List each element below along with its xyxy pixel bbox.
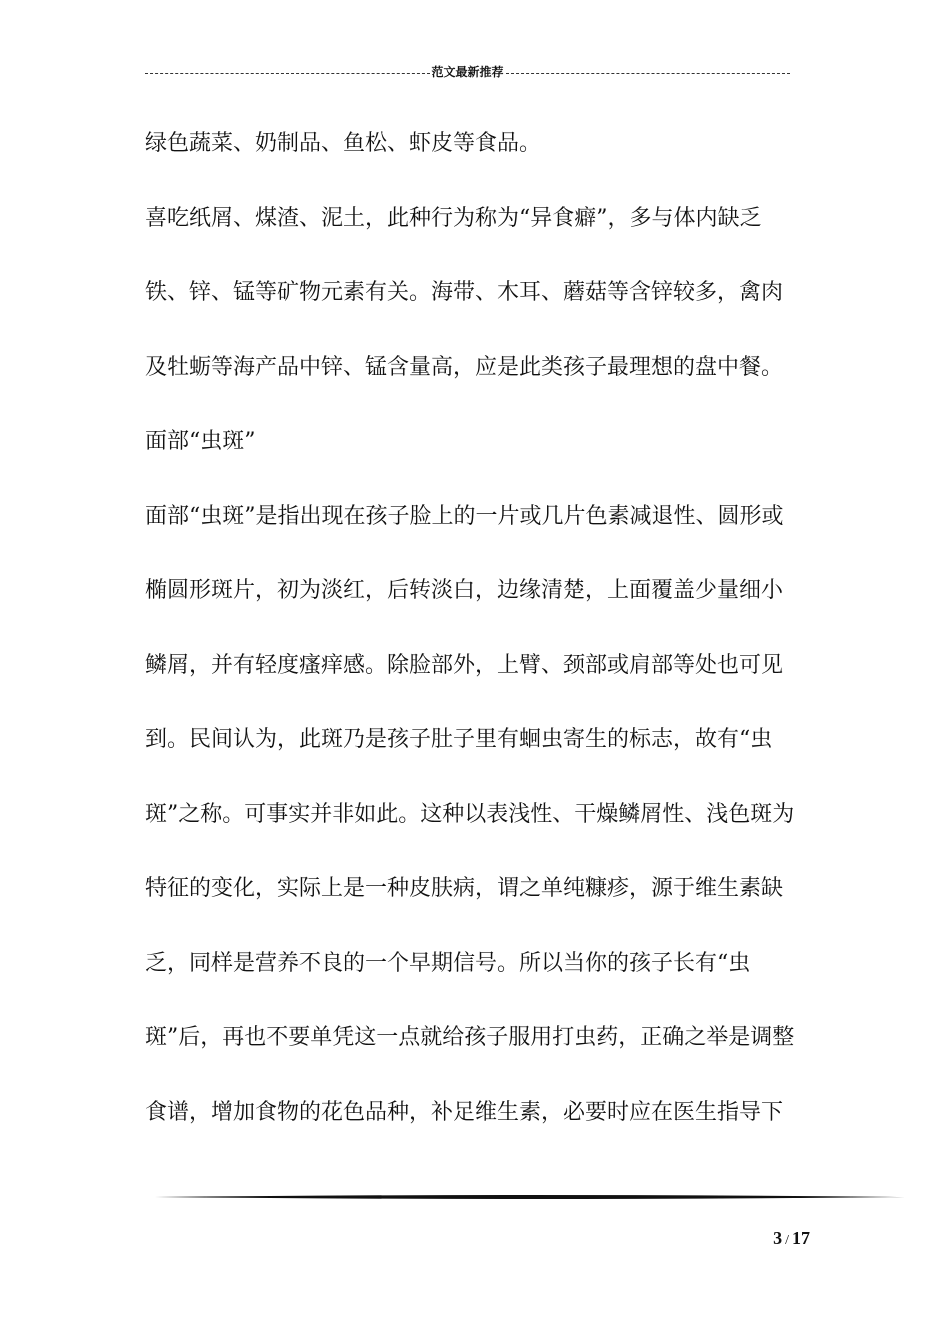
text-line: 到。民间认为，此斑乃是孩子肚子里有蛔虫寄生的标志，故有“虫	[145, 727, 773, 752]
header-title: 范文最新推荐	[431, 65, 504, 79]
text-line: 食谱，增加食物的花色品种，补足维生素，必要时应在医生指导下	[145, 1099, 784, 1125]
text-line: 乏，同样是营养不良的一个早期信号。所以当你的孩子长有“虫	[145, 950, 751, 976]
header-dash-right	[506, 73, 791, 74]
text-line: 绿色蔬菜、奶制品、鱼松、虾皮等食品。	[145, 131, 542, 156]
footer-divider	[155, 1192, 905, 1202]
page-separator: /	[785, 1233, 789, 1248]
page-number	[700, 1228, 810, 1249]
text-line: 椭圆形斑片，初为淡红，后转淡白，边缘清楚，上面覆盖少量细小	[145, 578, 784, 603]
document-body	[145, 124, 810, 1167]
text-line: 喜吃纸屑、煤渣、泥土，此种行为称为“异食癖”，多与体内缺乏	[145, 205, 762, 231]
header-dash-left	[145, 73, 430, 74]
text-line: 斑”后，再也不要单凭这一点就给孩子服用打虫药，正确之举是调整	[145, 1025, 795, 1050]
text-line: 斑”之称。可事实并非如此。这种以表浅性、干燥鳞屑性、浅色斑为	[145, 801, 795, 827]
page-total: 17	[792, 1228, 810, 1248]
text-line: 特征的变化，实际上是一种皮肤病，谓之单纯糠疹，源于维生素缺	[145, 876, 784, 901]
text-line: 铁、锌、锰等矿物元素有关。海带、木耳、蘑菇等含锌较多，禽肉	[145, 280, 784, 305]
text-line: 鳞屑，并有轻度瘙痒感。除脸部外，上臂、颈部或肩部等处也可见	[145, 652, 784, 678]
page-current: 3	[773, 1228, 783, 1248]
text-line: 及牡蛎等海产品中锌、锰含量高，应是此类孩子最理想的盘中餐。	[145, 354, 784, 380]
section-heading: 面部“虫斑”	[145, 429, 256, 454]
page-header	[145, 64, 790, 80]
text-line: 面部“虫斑”是指出现在孩子脸上的一片或几片色素减退性、圆形或	[145, 503, 784, 529]
